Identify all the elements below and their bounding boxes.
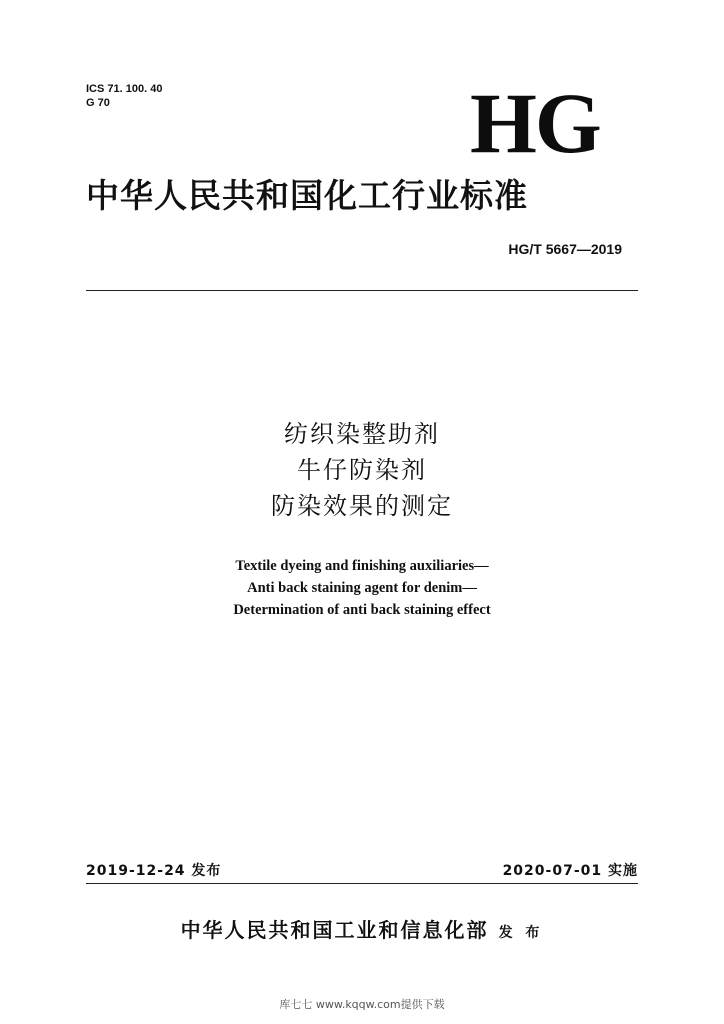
english-title-line: Anti back staining agent for denim— <box>247 580 477 596</box>
implementation-date: 2020-07-01 实施 <box>502 863 638 879</box>
english-title-line: Determination of anti back staining effect <box>233 602 491 618</box>
publisher-name: 中华人民共和国工业和信息化部 <box>180 918 489 942</box>
standard-number: HG/T 5667—2019 <box>508 241 622 257</box>
chinese-title-line: 防染效果的测定 <box>271 492 453 520</box>
ccs-code: G 70 <box>86 97 110 109</box>
classification-codes <box>86 82 162 110</box>
top-divider <box>86 290 638 291</box>
issue-date: 2019-12-24 发布 <box>86 863 222 879</box>
hg-logo: HG <box>470 75 600 171</box>
english-title <box>0 555 724 621</box>
chinese-title-line: 纺织染整助剂 <box>284 420 440 448</box>
download-watermark: 库七七 www.kqqw.com提供下载 <box>279 998 445 1011</box>
bottom-divider <box>86 883 638 884</box>
chinese-title-line: 牛仔防染剂 <box>297 456 427 484</box>
standard-category-title: 中华人民共和国化工行业标准 <box>86 176 528 215</box>
chinese-title <box>0 416 724 524</box>
english-title-line: Textile dyeing and finishing auxiliaries— <box>235 558 489 574</box>
publisher-action: 发 布 <box>498 925 544 941</box>
publisher <box>0 914 724 943</box>
ics-code: ICS 71. 100. 40 <box>86 83 163 95</box>
